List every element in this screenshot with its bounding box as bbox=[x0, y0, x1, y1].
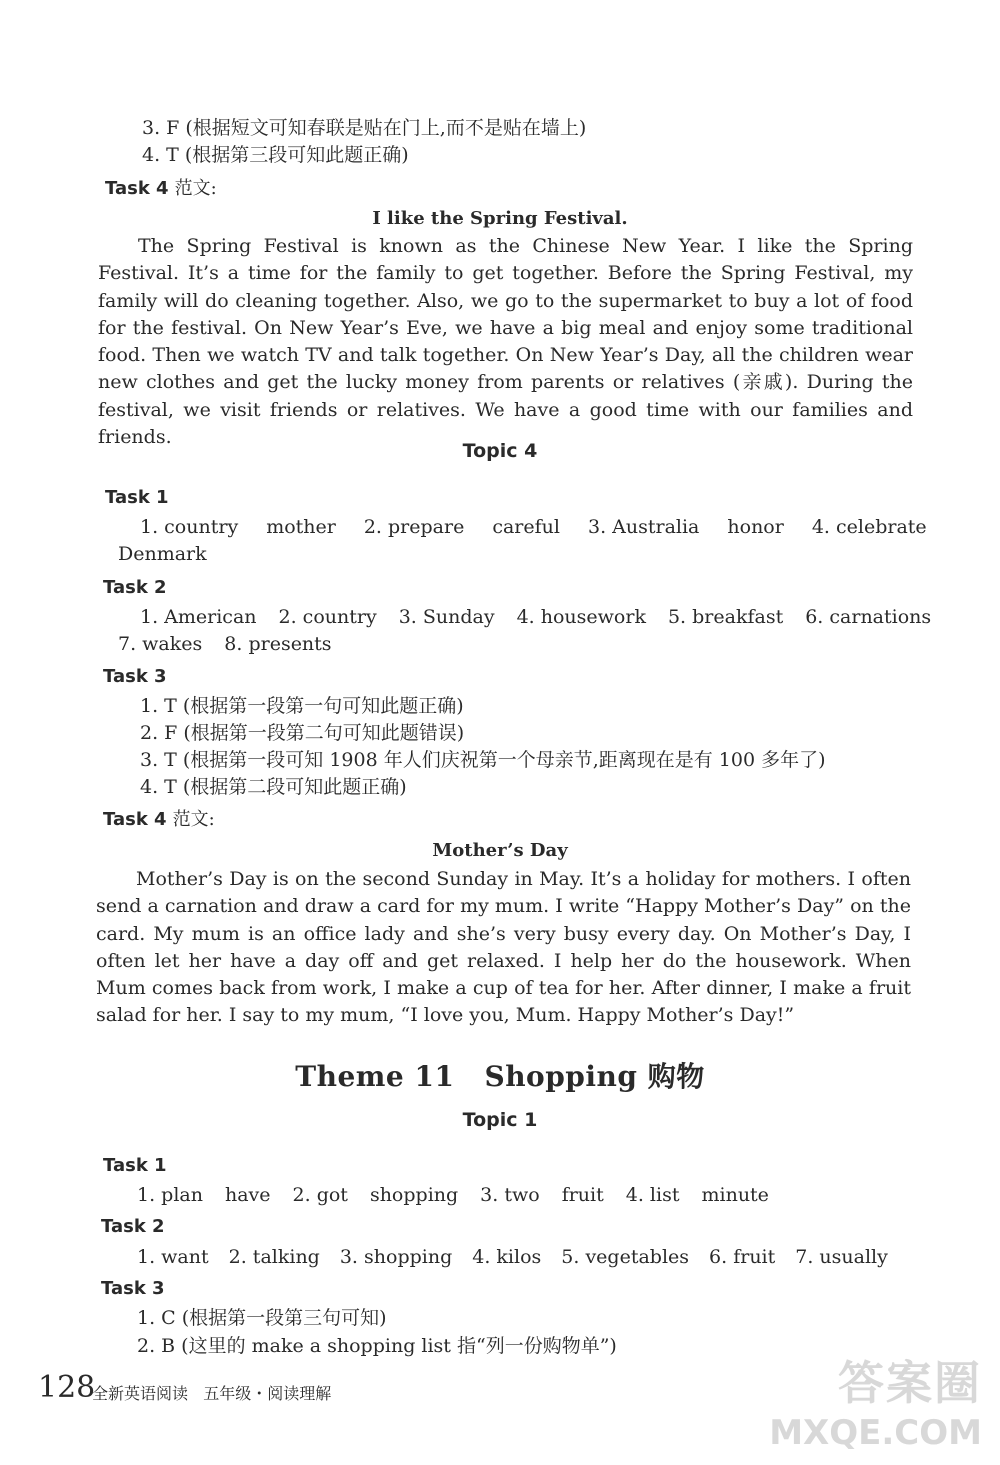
essay-paragraph: Mother’s Day is on the second Sunday in May. It’s a holiday for mothers. I often send a carnation and draw a card for my mum. I write “Happy Mother’s Day” on the card. My mum is an office lady and she’s very busy every day. On Mother’s Day, I often let her have a day off and get relaxed. I help her do the housework. When Mum comes back from work, I make a cup of tea for her. After dinner, I make a fruit salad for her. I say to my mum, “I love you, Mum. Happy Mother’s Day!” bbox=[96, 868, 911, 1027]
word-item: have bbox=[224, 1184, 271, 1206]
theme-number: Theme 11 bbox=[295, 1060, 455, 1093]
word-item: Denmark bbox=[118, 543, 207, 565]
word-item: 1. American bbox=[140, 606, 257, 628]
task-label-text: Task 4 bbox=[105, 178, 169, 199]
word-list bbox=[118, 631, 332, 657]
word-list bbox=[137, 1244, 888, 1270]
word-item: 2. got bbox=[292, 1184, 348, 1206]
task-label: Task 3 bbox=[101, 1278, 165, 1299]
word-item: 1. plan bbox=[137, 1184, 203, 1206]
task-label bbox=[105, 177, 217, 201]
word-item: 1. country bbox=[140, 516, 239, 538]
task-label bbox=[103, 808, 215, 832]
word-item: shopping bbox=[369, 1184, 459, 1206]
word-item: 5. breakfast bbox=[667, 606, 784, 628]
theme-heading bbox=[0, 1055, 1000, 1095]
word-item: 3. Sunday bbox=[398, 606, 495, 628]
word-item: 6. carnations bbox=[805, 606, 932, 628]
task-label: Task 1 bbox=[105, 487, 169, 508]
word-item: 2. talking bbox=[228, 1246, 320, 1268]
fanwen-label: 范文: bbox=[172, 809, 215, 830]
word-item: careful bbox=[492, 516, 560, 538]
watermark-logo bbox=[769, 1347, 982, 1453]
word-list bbox=[137, 1182, 769, 1208]
answer-line: 1. C (根据第一段第三句可知) bbox=[137, 1307, 387, 1329]
word-item: 3. Australia bbox=[587, 516, 700, 538]
answer-line: 2. F (根据第一段第二句可知此题错误) bbox=[140, 722, 465, 744]
word-item: 4. list bbox=[625, 1184, 680, 1206]
word-item: 4. celebrate bbox=[811, 516, 927, 538]
watermark-en: MXQE.COM bbox=[769, 1413, 982, 1453]
watermark-cn: 答案圈 bbox=[838, 1356, 982, 1410]
word-item: 7. usually bbox=[795, 1246, 888, 1268]
word-item: 5. vegetables bbox=[561, 1246, 690, 1268]
word-item: 8. presents bbox=[224, 633, 332, 655]
essay-title: Mother’s Day bbox=[432, 840, 568, 861]
essay-title: I like the Spring Festival. bbox=[372, 208, 628, 229]
answer-line: 4. T (根据第二段可知此题正确) bbox=[140, 776, 407, 798]
fanwen-label: 范文: bbox=[174, 178, 217, 199]
topic-heading: Topic 1 bbox=[462, 1109, 538, 1131]
task-label: Task 2 bbox=[103, 577, 167, 598]
word-item: 2. prepare bbox=[363, 516, 465, 538]
word-item: fruit bbox=[561, 1184, 604, 1206]
word-item: 1. want bbox=[137, 1246, 209, 1268]
theme-title: Shopping 购物 bbox=[484, 1060, 705, 1093]
word-item: 2. country bbox=[278, 606, 377, 628]
word-item: 4. kilos bbox=[472, 1246, 542, 1268]
word-item: 7. wakes bbox=[118, 633, 203, 655]
task-label-text: Task 4 bbox=[103, 809, 167, 830]
page-number: 128 bbox=[38, 1370, 96, 1405]
answer-line: 1. T (根据第一段第一句可知此题正确) bbox=[140, 695, 464, 717]
word-item: 6. fruit bbox=[709, 1246, 776, 1268]
answer-line: 2. B (这里的 make a shopping list 指“列一份购物单”) bbox=[137, 1335, 617, 1357]
word-item: 4. housework bbox=[516, 606, 646, 628]
topic-heading: Topic 4 bbox=[462, 440, 538, 462]
word-list bbox=[140, 514, 927, 540]
answer-line: 3. F (根据短文可知春联是贴在门上,而不是贴在墙上) bbox=[142, 117, 587, 139]
book-title: 全新英语阅读 五年级・阅读理解 bbox=[92, 1384, 332, 1403]
word-item: mother bbox=[266, 516, 336, 538]
essay-paragraph: The Spring Festival is known as the Chinese New Year. I like the Spring Festival. It’s a time for the family to get together. Before the Spring Festival, my family will do cleaning together. Also, we go to the supermarket to buy a lot of food for the festival. On New Year’s Eve, we have a big meal and enjoy some traditional food. Then we watch TV and talk together. On New Year’s Day, all the children wear new clothes and get the lucky money from parents or relatives (亲戚). During the festival, we visit friends or relatives. We have a good time with our families and friends. bbox=[98, 235, 913, 449]
task-label: Task 2 bbox=[101, 1216, 165, 1237]
task-label: Task 1 bbox=[103, 1155, 167, 1176]
word-item: honor bbox=[727, 516, 784, 538]
answer-line: 3. T (根据第一段可知 1908 年人们庆祝第一个母亲节,距离现在是有 100 多年了) bbox=[140, 749, 826, 771]
task-label: Task 3 bbox=[103, 666, 167, 687]
word-list bbox=[140, 604, 931, 630]
word-item: 3. shopping bbox=[339, 1246, 453, 1268]
word-item: 3. two bbox=[480, 1184, 540, 1206]
word-item: minute bbox=[701, 1184, 769, 1206]
answer-line: 4. T (根据第三段可知此题正确) bbox=[142, 144, 409, 166]
